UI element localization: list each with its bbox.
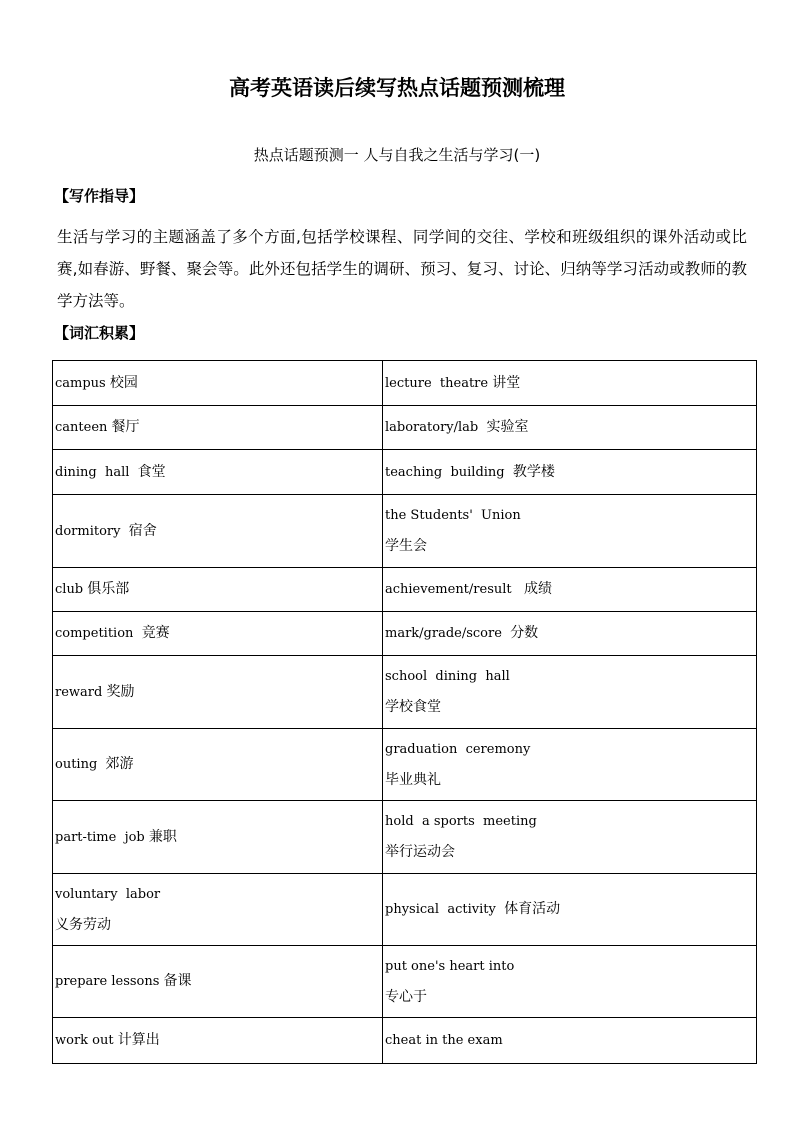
vocab-term-en: lecture theatre xyxy=(385,375,493,391)
vocab-term-cn: 俱乐部 xyxy=(87,581,130,597)
vocab-term-en: cheat in the exam xyxy=(385,1033,503,1048)
vocab-cell-left xyxy=(53,361,383,406)
vocab-cell-right xyxy=(383,568,757,612)
vocab-term-en: laboratory/lab xyxy=(385,420,487,435)
vocab-cell-left xyxy=(53,450,383,495)
vocab-cell-left xyxy=(53,946,383,1018)
table-row xyxy=(53,612,757,656)
vocab-term-cn: 奖励 xyxy=(106,683,135,700)
vocab-cell-right xyxy=(383,656,757,729)
vocab-term-en: prepare lessons xyxy=(55,974,164,989)
table-row xyxy=(53,361,757,406)
vocab-cell-left xyxy=(53,406,383,450)
table-row xyxy=(53,946,757,1018)
vocab-term-cn: 餐厅 xyxy=(111,419,140,435)
vocab-term-en: hold a sports meeting xyxy=(385,814,537,829)
vocab-term-cn: 学校食堂 xyxy=(385,699,441,715)
vocab-cell-right xyxy=(383,612,757,656)
vocab-term-en: voluntary labor xyxy=(55,886,161,902)
table-row xyxy=(53,801,757,874)
table-row xyxy=(53,729,757,801)
vocab-term-en: graduation ceremony xyxy=(385,741,531,757)
vocab-term-en: part-time job xyxy=(55,829,149,845)
vocab-term-cn: 备课 xyxy=(163,973,192,989)
vocab-cell-right xyxy=(383,361,757,406)
vocab-term-cn: 食堂 xyxy=(137,463,166,480)
table-row xyxy=(53,495,757,568)
table-row xyxy=(53,656,757,729)
vocab-term-cn: 教学楼 xyxy=(512,463,555,480)
vocab-term-en: campus xyxy=(55,375,110,391)
table-row xyxy=(53,1018,757,1064)
vocab-cell-right xyxy=(383,801,757,874)
vocab-term-en: club xyxy=(55,582,88,597)
vocab-term-en: the Students' Union xyxy=(385,508,521,523)
vocab-term-en: work out xyxy=(55,1033,118,1048)
table-row xyxy=(53,874,757,946)
vocab-cell-left xyxy=(53,874,383,946)
section-heading-vocabulary: 【词汇积累】 xyxy=(54,324,145,342)
vocab-cell-right xyxy=(383,874,757,946)
vocab-term-en: school dining hall xyxy=(385,669,510,684)
vocab-term-cn: 毕业典礼 xyxy=(385,771,441,788)
vocab-term-en: teaching building xyxy=(385,464,513,480)
vocab-cell-right xyxy=(383,406,757,450)
vocab-term-en: canteen xyxy=(55,420,112,435)
vocab-cell-left xyxy=(53,729,383,801)
vocab-term-cn: 体育活动 xyxy=(504,901,561,917)
table-row xyxy=(53,406,757,450)
vocab-term-en: competition xyxy=(55,626,142,641)
vocab-term-en: put one's heart into xyxy=(385,958,515,974)
vocab-term-en: reward xyxy=(55,684,107,700)
vocab-cell-left xyxy=(53,495,383,568)
vocab-cell-left xyxy=(53,801,383,874)
section-heading-writing-guide: 【写作指导】 xyxy=(54,187,145,205)
vocab-term-cn: 宿舍 xyxy=(128,522,157,539)
vocab-cell-left xyxy=(53,568,383,612)
table-row xyxy=(53,450,757,495)
vocab-term-cn: 实验室 xyxy=(486,419,529,435)
vocab-term-cn: 专心于 xyxy=(385,988,427,1005)
vocab-term-cn: 兼职 xyxy=(148,828,177,845)
vocabulary-table xyxy=(52,360,757,1064)
page-subtitle: 热点话题预测一 人与自我之生活与学习(一) xyxy=(253,146,541,164)
page-title: 高考英语读后续写热点话题预测梳理 xyxy=(229,76,565,100)
vocab-term-en: outing xyxy=(55,757,106,772)
vocab-cell-left xyxy=(53,612,383,656)
vocab-cell-right xyxy=(383,729,757,801)
vocab-cell-right xyxy=(383,495,757,568)
vocab-cell-right xyxy=(383,450,757,495)
vocab-term-cn: 义务劳动 xyxy=(55,916,111,933)
vocab-term-cn: 举行运动会 xyxy=(385,844,455,860)
vocab-cell-right xyxy=(383,946,757,1018)
vocab-term-en: dormitory xyxy=(55,523,129,539)
vocab-term-en: achievement/result xyxy=(385,582,525,597)
vocab-cell-right xyxy=(383,1018,757,1064)
vocab-term-cn: 计算出 xyxy=(117,1032,160,1048)
vocab-term-cn: 校园 xyxy=(109,374,138,391)
vocab-term-cn: 成绩 xyxy=(524,581,553,597)
vocab-term-cn: 郊游 xyxy=(105,756,134,772)
vocab-term-cn: 讲堂 xyxy=(492,374,521,391)
vocab-term-cn: 学生会 xyxy=(385,538,427,554)
intro-paragraph: 生活与学习的主题涵盖了多个方面,包括学校课程、同学间的交往、学校和班级组织的课外活动或比赛,如春游、野餐、聚会等。此外还包括学生的调研、预习、复习、讨论、归纳等学习活动或教师的教学方法等。 xyxy=(57,228,747,310)
vocab-term-en: dining hall xyxy=(55,464,138,480)
vocab-term-en: mark/grade/score xyxy=(385,626,511,641)
vocab-cell-left xyxy=(53,1018,383,1064)
vocab-term-cn: 竞赛 xyxy=(141,625,170,641)
vocab-term-cn: 分数 xyxy=(510,625,539,641)
table-row xyxy=(53,568,757,612)
vocab-cell-left xyxy=(53,656,383,729)
vocab-term-en: physical activity xyxy=(385,902,505,917)
